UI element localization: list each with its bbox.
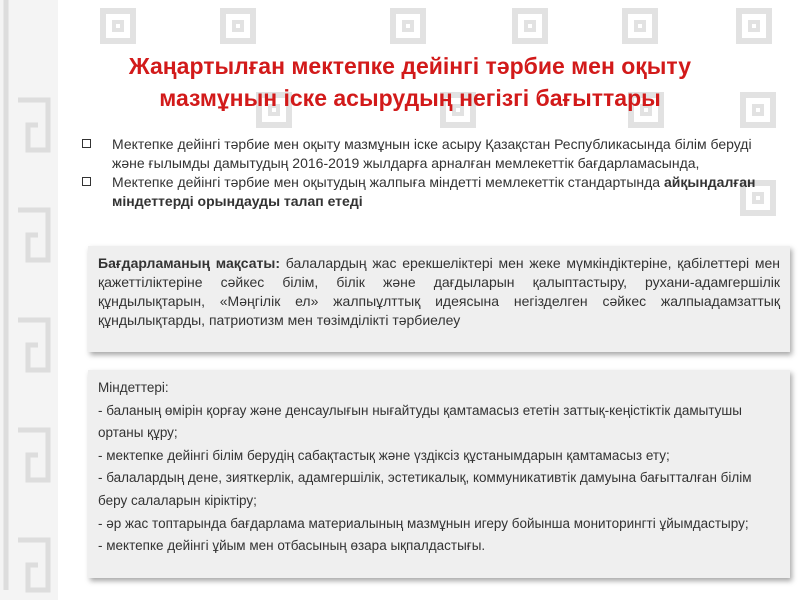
bullet-item-standard: [82, 173, 782, 211]
title-line-1: Жаңартылған мектепке дейінгі тәрбие мен оқыту: [128, 53, 692, 79]
task-item: - мектепке дейінгі білім берудің сабақтастық және үздіксіз құстанымдарын қамтамасыз ету;: [98, 447, 670, 463]
bullet-text: Мектепке дейінгі тәрбие мен оқытудың жалпыға міндетті мемлекеттік стандартында: [112, 174, 664, 190]
task-item: - әр жас топтарында бағдарлама материалының мазмұнын игеру бойынша мониторингті ұйымдастыру;: [98, 515, 749, 531]
task-item: - баланың өмірін қорғау және денсаулығын нығайтуды қамтамасыз ететін заттық-кеңістіктік дамытушы ортаны құру;: [98, 402, 742, 441]
tasks-list: [98, 400, 780, 558]
checkbox-square-icon: [82, 139, 91, 148]
checkbox-square-icon: [82, 177, 91, 186]
task-item: - балалардың дене, зияткерлік, адамгершілік, эстетикалық, коммуникативтік дамуына бағытталған білім беру салаларын кіріктіру;: [98, 470, 752, 508]
bullet-list: [82, 135, 782, 211]
tasks-box: [88, 370, 790, 578]
bullet-item-program: [82, 135, 782, 173]
task-item: - мектепке дейінгі ұйым мен отбасының өзара ықпалдастығы.: [98, 538, 486, 554]
goal-text: балалардың жас ерекшеліктері мен жеке мүмкіндіктеріне, қабілеттері мен қажеттіліктеріне сәйкес білім, білік және дағдыларын қалыптастыру, рухани-адамгершілік құндылықтарын, «Мәңгілік ел» жалпыұлттық идеясына негізделген сәйкес жалпыадамзаттық құндылықтарды, патриотизм мен төзімділікті тәрбиелеу: [98, 255, 780, 328]
tasks-heading: Міндеттері:: [98, 380, 169, 395]
bullet-emphasis: айқындалған міндеттерді орындауды талап етеді: [112, 174, 756, 209]
goal-box: [88, 246, 790, 352]
title-line-2: мазмұнын іске асырудың негізгі бағыттары: [159, 85, 661, 111]
page-title: [60, 50, 760, 114]
bullet-text: Мектепке дейінгі тәрбие мен оқыту мазмұнын іске асыру Қазақстан Республикасында білім беруді және ғылымды дамытудың 2016-2019 жылдарға арналған мемлекеттік бағдарламасында,: [112, 136, 752, 171]
goal-label: Бағдарламаның мақсаты:: [98, 255, 280, 271]
